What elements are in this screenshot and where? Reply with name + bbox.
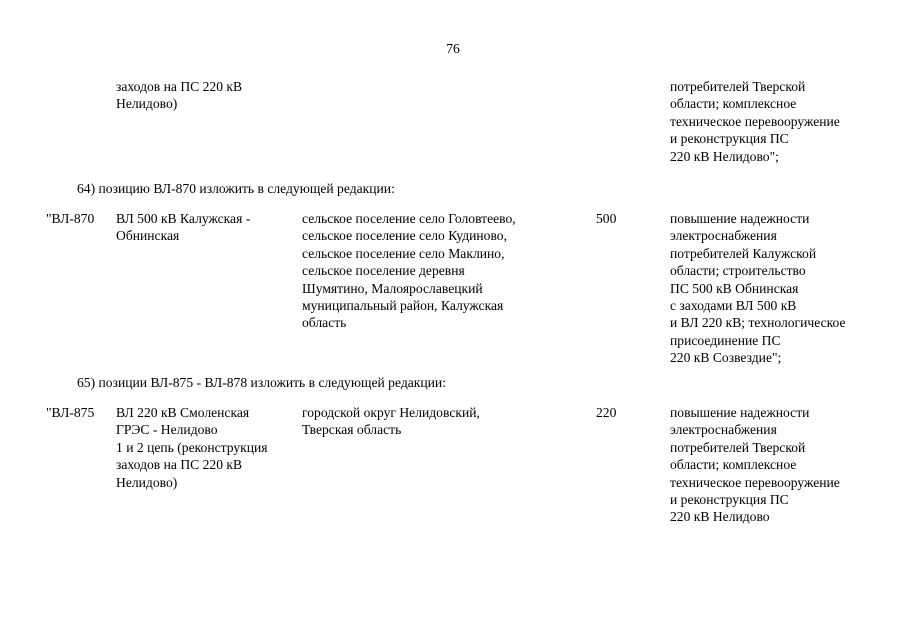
page-number: 76 — [446, 41, 460, 56]
location-line: Шумятино, Малоярославецкий — [302, 280, 483, 296]
purpose-line: с заходами ВЛ 500 кВ — [670, 298, 797, 314]
continuation-purpose-cell — [670, 78, 840, 165]
instruction-64: 64) позицию ВЛ-870 изложить в следующей редакции: — [77, 181, 395, 196]
row-code: "ВЛ-875 — [46, 405, 95, 420]
purpose-line: 220 кВ Созвездие"; — [670, 350, 782, 366]
name-line: ГРЭС - Нелидово — [116, 422, 218, 438]
purpose-line: и ВЛ 220 кВ; технологическое — [670, 315, 846, 331]
purpose-line: потребителей Тверской — [670, 79, 806, 94]
name-line: заходов на ПС 220 кВ — [116, 457, 243, 473]
purpose-line: повышение надежности — [670, 211, 810, 226]
location-line: Тверская область — [302, 422, 402, 438]
purpose-line: 220 кВ Нелидово — [670, 509, 770, 525]
purpose-line: потребителей Калужской — [670, 245, 817, 261]
name-line: 1 и 2 цепь (реконструкция — [116, 439, 268, 455]
purpose-line: присоединение ПС — [670, 332, 781, 348]
purpose-line: техническое перевооружение — [670, 474, 840, 490]
row-purpose-cell — [670, 404, 840, 526]
purpose-line: ПС 500 кВ Обнинская — [670, 280, 799, 296]
location-line: городской округ Нелидовский, — [302, 405, 480, 420]
row-voltage: 220 — [596, 405, 617, 420]
row-location-cell — [302, 210, 516, 332]
purpose-line: электроснабжения — [670, 228, 777, 244]
continuation-name-cell — [116, 78, 242, 113]
location-line: сельское поселение село Головтеево, — [302, 211, 516, 226]
name-line: ВЛ 220 кВ Смоленская — [116, 405, 250, 420]
location-line: сельское поселение деревня — [302, 263, 465, 279]
row-voltage: 500 — [596, 211, 617, 226]
name-line: Обнинская — [116, 228, 180, 244]
purpose-line: и реконструкция ПС — [670, 492, 789, 508]
location-line: область — [302, 315, 347, 331]
name-line: заходов на ПС 220 кВ — [116, 79, 243, 94]
location-line: сельское поселение село Маклино, — [302, 245, 505, 261]
purpose-line: повышение надежности — [670, 405, 810, 420]
purpose-line: и реконструкция ПС — [670, 131, 789, 147]
row-name-cell — [116, 210, 250, 245]
location-line: сельское поселение село Кудиново, — [302, 228, 507, 244]
purpose-line: области; строительство — [670, 263, 806, 279]
name-line: ВЛ 500 кВ Калужская - — [116, 211, 251, 226]
purpose-line: техническое перевооружение — [670, 113, 840, 129]
purpose-line: области; комплексное — [670, 96, 797, 112]
row-name-cell — [116, 404, 268, 491]
row-purpose-cell — [670, 210, 846, 367]
name-line: Нелидово) — [116, 474, 178, 490]
purpose-line: области; комплексное — [670, 457, 797, 473]
purpose-line: потребителей Тверской — [670, 439, 806, 455]
purpose-line: электроснабжения — [670, 422, 777, 438]
location-line: муниципальный район, Калужская — [302, 298, 504, 314]
purpose-line: 220 кВ Нелидово"; — [670, 148, 779, 164]
instruction-65: 65) позиции ВЛ-875 - ВЛ-878 изложить в следующей редакции: — [77, 375, 446, 390]
name-line: Нелидово) — [116, 96, 178, 112]
row-code: "ВЛ-870 — [46, 211, 95, 226]
row-location-cell — [302, 404, 480, 439]
